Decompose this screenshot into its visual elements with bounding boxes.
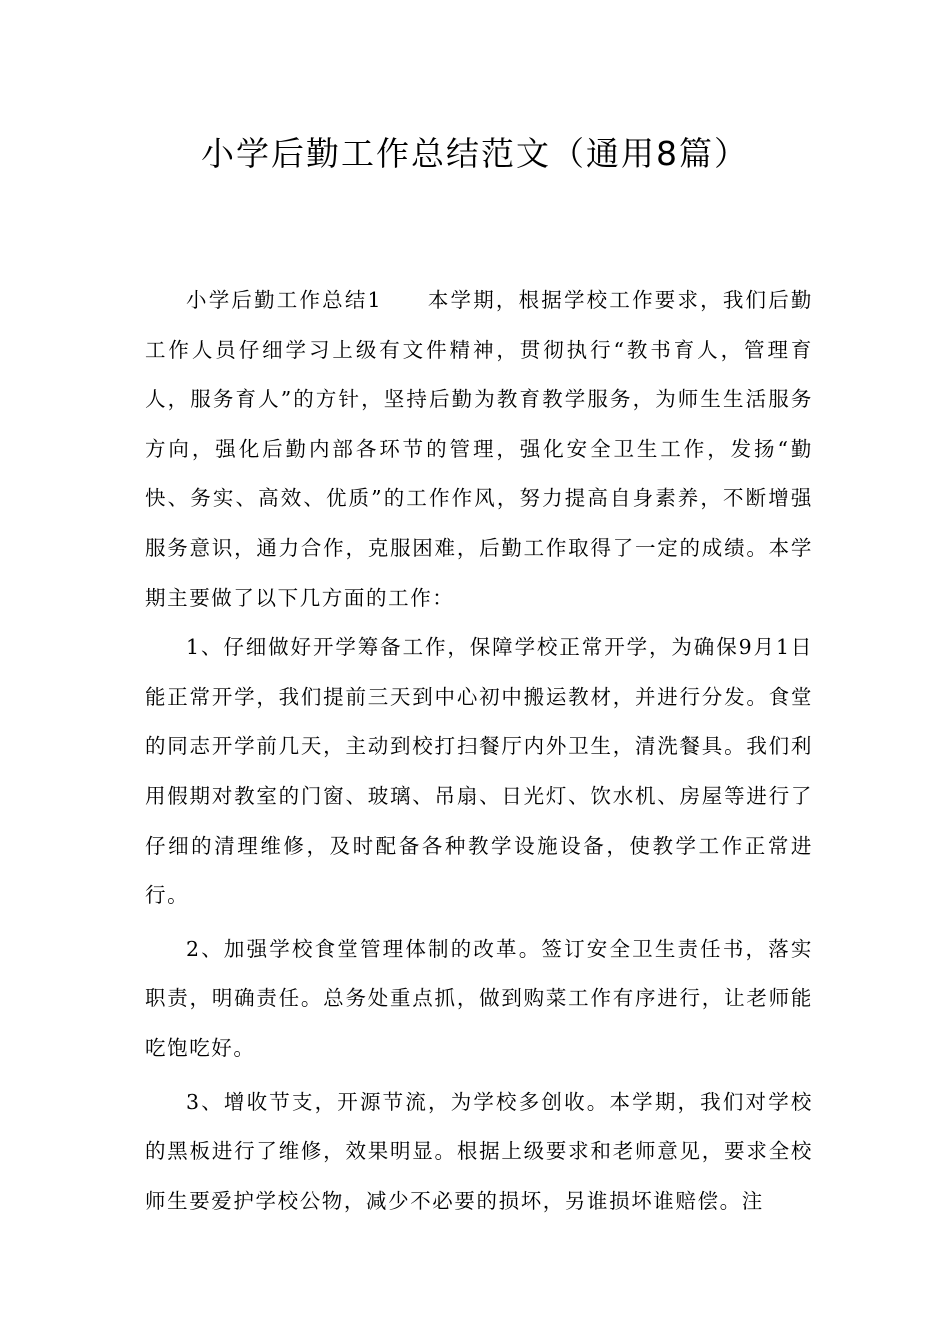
document-body [145,276,813,1226]
paragraph-text: 本学期，根据学校工作要求，我们后勤工作人员仔细学习上级有文件精神，贯彻执行“教书育人，管理育人，服务育人”的方针，坚持后勤为教育教学服务，为师生生活服务方向，强化后勤内部各环节的管理，强化安全卫生工作，发扬“勤快、务实、高效、优质”的工作作风，努力提高自身素养，不断增强服务意识，通力合作，克服困难，后勤工作取得了一定的成绩。本学期主要做了以下几方面的工作： [145,288,813,610]
paragraph-item-2: 2、加强学校食堂管理体制的改革。签订安全卫生责任书，落实职责，明确责任。总务处重点抓，做到购菜工作有序进行，让老师能吃饱吃好。 [145,936,813,1060]
section-label: 小学后勤工作总结1 [186,288,383,312]
document-title: 小学后勤工作总结范文（通用8篇） [201,134,749,173]
paragraph-item-3: 3、增收节支，开源节流，为学校多创收。本学期，我们对学校的黑板进行了维修，效果明显。根据上级要求和老师意见，要求全校师生要爱护学校公物，减少不必要的损坏，另谁损坏谁赔偿。注 [145,1089,813,1213]
paragraph-item-1: 1、仔细做好开学筹备工作，保障学校正常开学，为确保9月1日能正常开学，我们提前三天到中心初中搬运教材，并进行分发。食堂的同志开学前几天，主动到校打扫餐厅内外卫生，清洗餐具。我们利用假期对教室的门窗、玻璃、吊扇、日光灯、饮水机、房屋等进行了仔细的清理维修，及时配备各种教学设施设备，使教学工作正常进行。 [145,635,813,908]
paragraph-intro [145,276,813,623]
